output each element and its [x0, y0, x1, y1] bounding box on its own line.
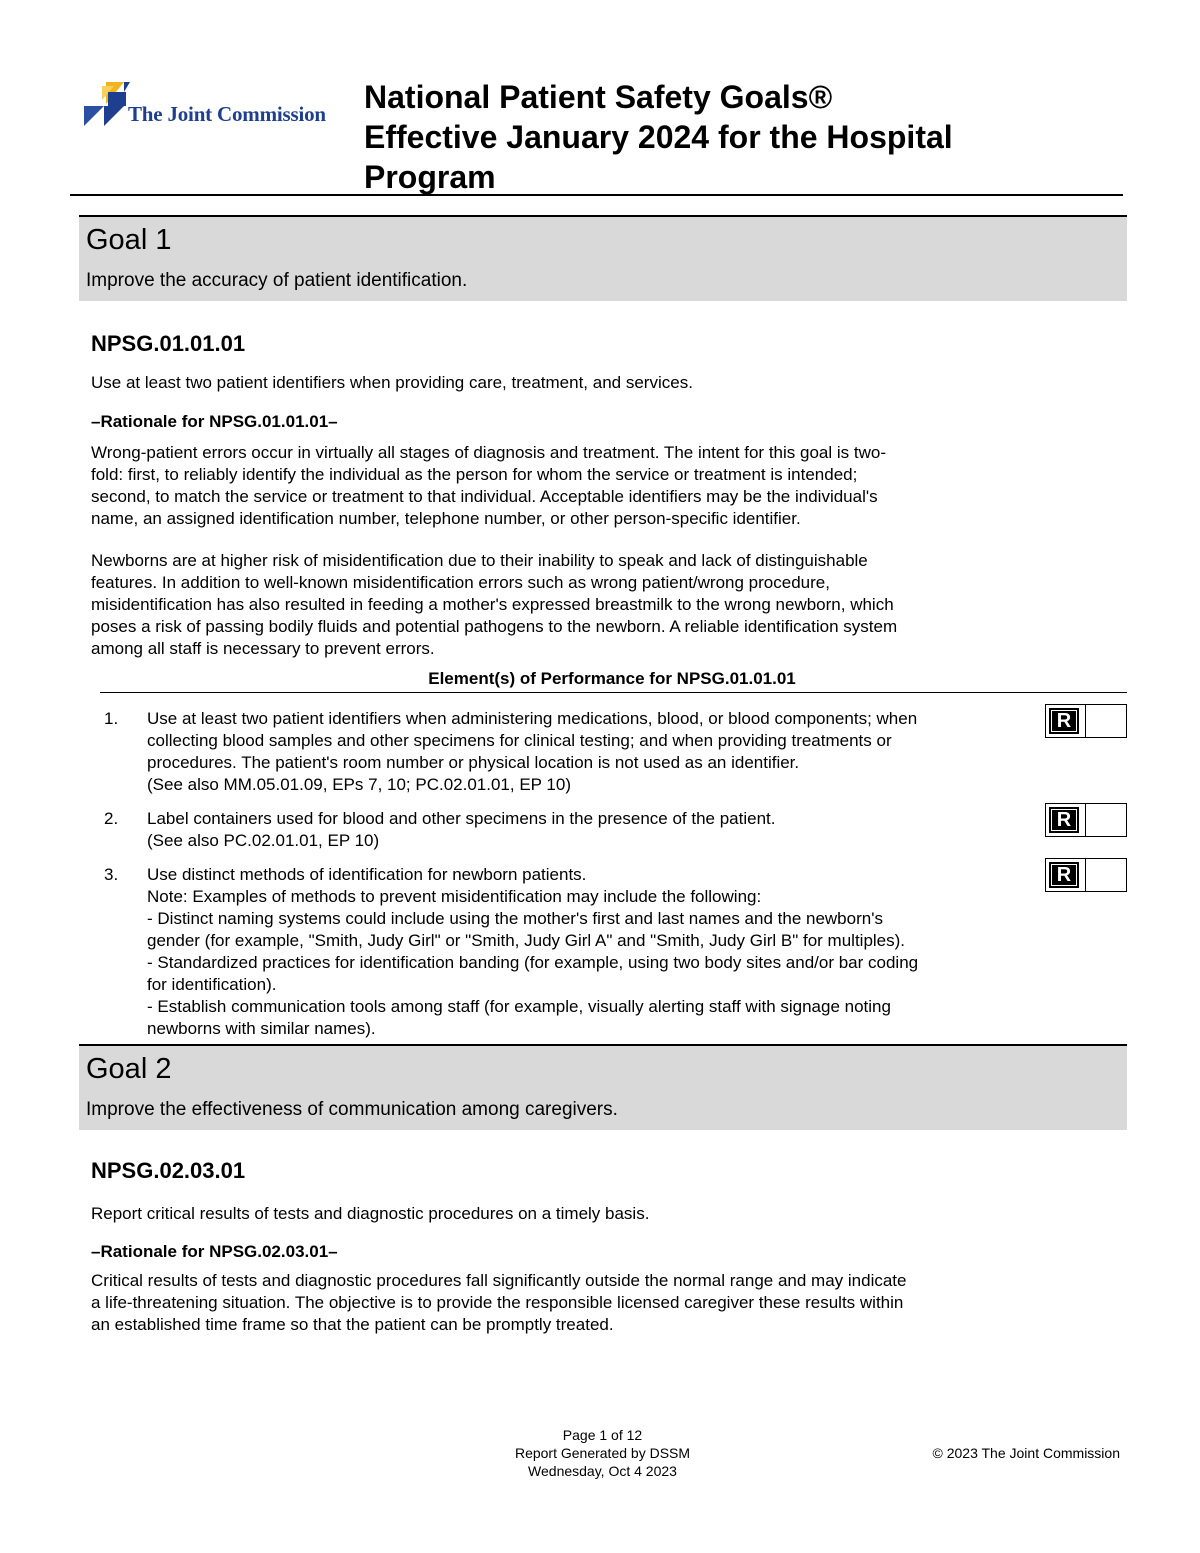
box-divider — [1085, 859, 1086, 891]
rationale-paragraph — [91, 1270, 1051, 1336]
r-badge-icon: R — [1049, 708, 1079, 734]
copyright: © 2023 The Joint Commission — [932, 1445, 1120, 1461]
standard-id: NPSG.01.01.01 — [91, 331, 246, 356]
r-badge-icon: R — [1049, 862, 1079, 888]
goal-description: Improve the accuracy of patient identification. — [86, 270, 468, 291]
ep-requirement-box — [1045, 858, 1127, 892]
text-line: Use distinct methods of identification for newborn patients. — [147, 865, 587, 884]
text-line: Label containers used for blood and other specimens in the presence of the patient. — [147, 809, 776, 828]
title-line: Effective January 2024 for the Hospital — [364, 119, 953, 155]
standard-id: NPSG.02.03.01 — [91, 1158, 246, 1183]
text-line: name, an assigned identification number, telephone number, or other person-specific identifier. — [91, 509, 801, 528]
ep-number: 3. — [104, 865, 119, 884]
ep-heading-rule — [100, 692, 1127, 693]
text-line: for identification). — [147, 975, 277, 994]
ep-text — [147, 808, 1039, 852]
logo-mark-icon — [84, 82, 130, 128]
rationale-heading: –Rationale for NPSG.02.03.01– — [91, 1242, 338, 1261]
goal-1-box — [79, 215, 1127, 301]
text-line: (See also PC.02.01.01, EP 10) — [147, 831, 380, 850]
box-divider — [1085, 705, 1086, 737]
rationale-heading: –Rationale for NPSG.01.01.01– — [91, 412, 338, 431]
goal-title: Goal 2 — [86, 1053, 172, 1085]
standard-text: Report critical results of tests and diagnostic procedures on a timely basis. — [91, 1204, 650, 1223]
box-divider — [1085, 804, 1086, 836]
title-line: Program — [364, 159, 496, 195]
text-line: a life-threatening situation. The objective is to provide the responsible licensed caregiver these results within — [91, 1293, 904, 1312]
text-line: Critical results of tests and diagnostic procedures fall significantly outside the normal range and may indicate — [91, 1271, 907, 1290]
text-line: Newborns are at higher risk of misidentification due to their inability to speak and lack of distinguishable — [91, 551, 868, 570]
page-footer — [470, 1426, 735, 1480]
text-line: poses a risk of passing bodily fluids and potential pathogens to the newborn. A reliable identification system — [91, 617, 898, 636]
ep-requirement-box — [1045, 704, 1127, 738]
text-line: misidentification has also resulted in feeding a mother's expressed breastmilk to the wrong newborn, which — [91, 595, 894, 614]
goal-2-box — [79, 1044, 1127, 1130]
text-line: newborns with similar names). — [147, 1019, 376, 1038]
rationale-paragraph — [91, 550, 1051, 660]
text-line: gender (for example, "Smith, Judy Girl" or "Smith, Judy Girl A" and "Smith, Judy Girl B" for multiples). — [147, 931, 906, 950]
text-line: among all staff is necessary to prevent errors. — [91, 639, 435, 658]
title-line: National Patient Safety Goals® — [364, 79, 833, 115]
logo-text: The Joint Commission — [128, 102, 326, 126]
header-divider — [70, 194, 1123, 196]
text-line: - Distinct naming systems could include using the mother's first and last names and the newborn's — [147, 909, 883, 928]
goal-title: Goal 1 — [86, 224, 172, 256]
text-line: features. In addition to well-known misidentification errors such as wrong patient/wrong procedure, — [91, 573, 830, 592]
text-line: fold: first, to reliably identify the individual as the person for whom the service or treatment is intended; — [91, 465, 858, 484]
page-number: Page 1 of 12 — [562, 1427, 643, 1443]
text-line: procedures. The patient's room number or physical location is not used as an identifier. — [147, 753, 800, 772]
r-badge-icon: R — [1049, 807, 1079, 833]
report-date: Wednesday, Oct 4 2023 — [528, 1463, 677, 1479]
ep-text — [147, 708, 1039, 796]
text-line: Wrong-patient errors occur in virtually all stages of diagnosis and treatment. The intent for this goal is two- — [91, 443, 886, 462]
text-line: Note: Examples of methods to prevent misidentification may include the following: — [147, 887, 762, 906]
goal-description: Improve the effectiveness of communication among caregivers. — [86, 1099, 618, 1120]
text-line: an established time frame so that the patient can be promptly treated. — [91, 1315, 614, 1334]
standard-text: Use at least two patient identifiers when providing care, treatment, and services. — [91, 373, 693, 392]
rationale-paragraph — [91, 442, 1051, 530]
ep-text — [147, 864, 1039, 1040]
text-line: - Establish communication tools among staff (for example, visually alerting staff with signage noting — [147, 997, 891, 1016]
ep-heading: Element(s) of Performance for NPSG.01.01.01 — [428, 669, 796, 688]
text-line: collecting blood samples and other specimens for clinical testing; and when providing treatments or — [147, 731, 892, 750]
document-title — [364, 77, 1064, 197]
ep-requirement-box — [1045, 803, 1127, 837]
text-line: (See also MM.05.01.09, EPs 7, 10; PC.02.01.01, EP 10) — [147, 775, 571, 794]
report-generated: Report Generated by DSSM — [514, 1445, 691, 1461]
text-line: - Standardized practices for identification banding (for example, using two body sites and/or bar coding — [147, 953, 919, 972]
text-line: Use at least two patient identifiers when administering medications, blood, or blood components; when — [147, 709, 918, 728]
joint-commission-logo — [84, 82, 346, 128]
ep-number: 2. — [104, 809, 119, 828]
text-line: second, to match the service or treatment to that individual. Acceptable identifiers may be the individual's — [91, 487, 878, 506]
ep-number: 1. — [104, 709, 119, 728]
